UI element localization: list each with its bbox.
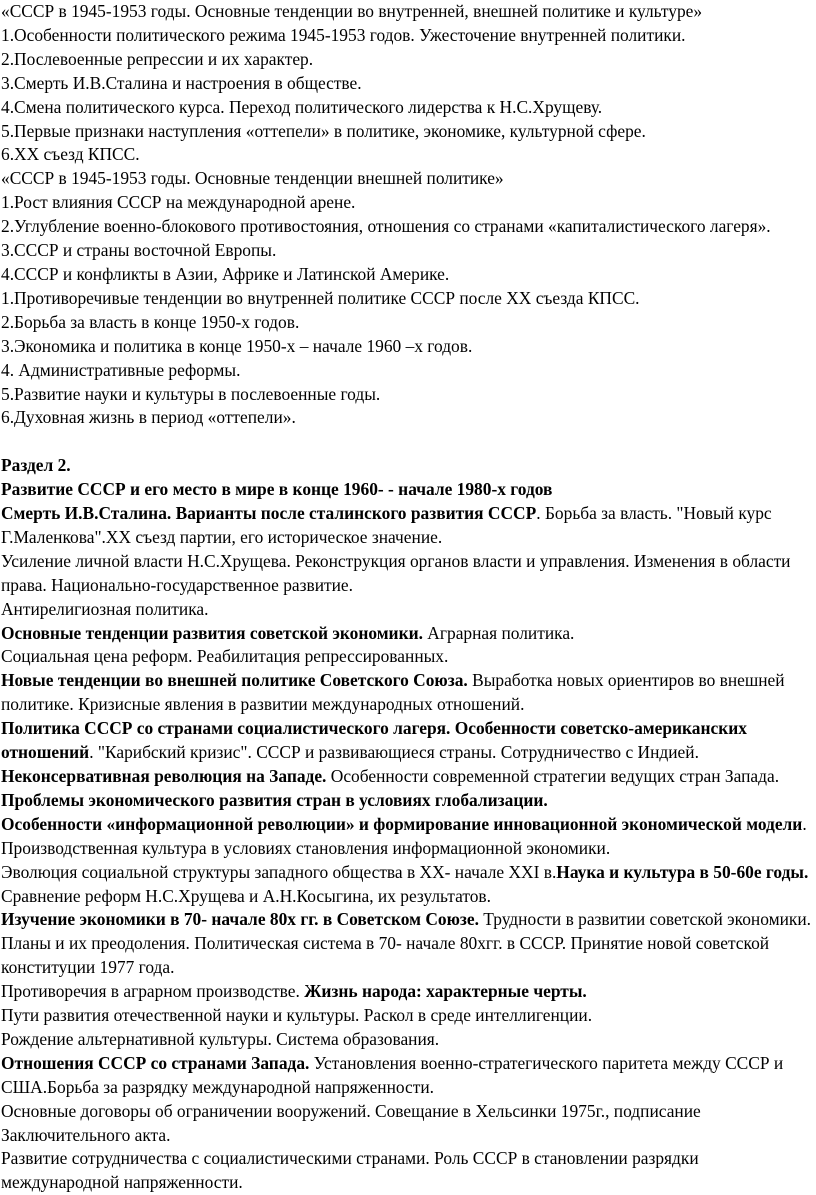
paragraph-bold: Отношения СССР со странами Запада. [1, 1052, 310, 1073]
paragraph [1, 813, 816, 861]
paragraph: Основные договоры об ограничении вооружений. Совещание в Хельсинки 1975г., подписание Заключительного акта. [1, 1100, 701, 1145]
paragraph-text: Противоречия в аграрном производстве. [1, 981, 305, 1002]
list-item: 5.Первые признаки наступления «оттепели» в политике, экономике, культурной сфере. [1, 120, 646, 141]
list-item: 2.Послевоенные репрессии и их характер. [1, 48, 314, 69]
paragraph-text: Особенности современной стратегии ведущих стран Запада. [326, 765, 780, 786]
paragraph-text: Выработка новых ориентиров во внешней политике. Кризисные явления в развитии международных отношений. [1, 670, 785, 715]
paragraph-bold: Наука и культура в 50-60е годы. [556, 861, 809, 882]
paragraph-bold: Новые тенденции во внешней политике Советского Союза. [1, 670, 468, 691]
paragraph: Развитие сотрудничества с социалистическими странами. Роль СССР в становлении разрядки международной напряженности. [1, 1148, 699, 1193]
block-internal-policy [1, 0, 816, 167]
paragraph: Пути развития отечественной науки и культуры. Раскол в среде интеллигенции. [1, 1005, 593, 1026]
paragraph-text: Установления военно-стратегического паритета между СССР и США.Борьба за разрядку международной напряженности. [1, 1052, 784, 1097]
paragraph-bold: Основные тенденции развития советской экономики. [1, 622, 423, 643]
list-item: 6.Духовная жизнь в период «оттепели». [1, 407, 296, 428]
paragraph-bold: Неконсервативная революция на Западе. [1, 765, 327, 786]
list-item: 2.Борьба за власть в конце 1950-х годов. [1, 311, 300, 332]
paragraph-text: Трудности в развитии советской экономики. Планы и их преодоления. Политическая система в 70- начале 80хгг. в СССР. Принятие новой советской конституции 1977 года. [1, 909, 811, 978]
paragraph-text: . Борьба за власть. "Новый курс Г.Маленкова".XX съезд партии, его историческое значение. [1, 503, 772, 547]
spacer [1, 430, 816, 454]
paragraph [1, 502, 816, 550]
paragraph-bold: Жизнь народа: характерные черты. [304, 981, 587, 1002]
paragraph-text: Аграрная политика. [422, 622, 575, 643]
list-item: 2.Углубление военно-блокового противостояния, отношения со странами «капиталистического лагеря». [1, 216, 771, 237]
list-item: 4. Административные реформы. [1, 359, 241, 380]
list-item: 3.Экономика и политика в конце 1950-х – начале 1960 –х годов. [1, 335, 473, 356]
list-item: 1.Противоречивые тенденции во внутренней политике СССР после XX съезда КПСС. [1, 287, 640, 308]
paragraph: Усиление личной власти Н.С.Хрущева. Реконструкция органов власти и управления. Изменения в области права. Национально-государственное развитие. [1, 550, 791, 595]
paragraph: Проблемы экономического развития стран в условиях глобализации. [1, 789, 548, 810]
paragraph [1, 1052, 816, 1100]
paragraph-text: . "Карибский кризис". СССР и развивающиеся страны. Сотрудничество с Индией. [89, 742, 699, 763]
section-heading: Развитие СССР и его место в мире в конце 1960- - начале 1980-х годов [1, 479, 553, 500]
list-item: 5.Развитие науки и культуры в послевоенные годы. [1, 383, 381, 404]
block-title: «СССР в 1945-1953 годы. Основные тенденции во внутренней, внешней политике и культуре» [1, 1, 703, 21]
paragraph [1, 669, 816, 717]
paragraph: Антирелигиозная политика. [1, 598, 209, 619]
list-item: 1.Особенности политического режима 1945-1953 годов. Ужесточение внутренней политики. [1, 24, 686, 45]
paragraph [1, 622, 816, 646]
list-item: 4.Смена политического курса. Переход политического лидерства к Н.С.Хрущеву. [1, 96, 603, 117]
paragraph [1, 765, 816, 789]
paragraph-bold: Политика СССР со странами социалистического лагеря. Особенности советско-американских отношений [1, 718, 747, 763]
block-thaw [1, 287, 816, 430]
paragraph [1, 980, 816, 1004]
paragraph-text: Эволюция социальной структуры западного общества в XX- начале XXI в. [1, 861, 557, 882]
block-title: «СССР в 1945-1953 годы. Основные тенденции внешней политике» [1, 168, 504, 189]
paragraph [1, 861, 816, 885]
paragraph-bold: Особенности «информационной революции» и формирование инновационной экономической модели [1, 813, 803, 834]
list-item: 3.СССР и страны восточной Европы. [1, 240, 277, 261]
paragraph: Рождение альтернативной культуры. Система образования. [1, 1028, 440, 1049]
list-item: 3.Смерть И.В.Сталина и настроения в обществе. [1, 72, 362, 93]
paragraph-bold: Смерть И.В.Сталина. Варианты после сталинского развития СССР [1, 503, 537, 524]
block-foreign-policy [1, 167, 816, 287]
paragraph-text: . Производственная культура в условиях становления информационной экономики. [1, 813, 807, 858]
list-item: 6.XX съезд КПСС. [1, 144, 140, 165]
paragraph: Социальная цена реформ. Реабилитация репрессированных. [1, 646, 449, 667]
list-item: 4.СССР и конфликты в Азии, Африке и Латинской Америке. [1, 263, 450, 284]
paragraph: Сравнение реформ Н.С.Хрущева и А.Н.Косыгина, их результатов. [1, 885, 491, 906]
paragraph [1, 717, 816, 765]
paragraph [1, 908, 816, 980]
section-2 [1, 454, 816, 1195]
section-label: Раздел 2. [1, 455, 71, 476]
list-item: 1.Рост влияния СССР на международной арене. [1, 192, 356, 213]
paragraph-bold: Изучение экономики в 70- начале 80х гг. в Советском Союзе. [1, 909, 479, 930]
